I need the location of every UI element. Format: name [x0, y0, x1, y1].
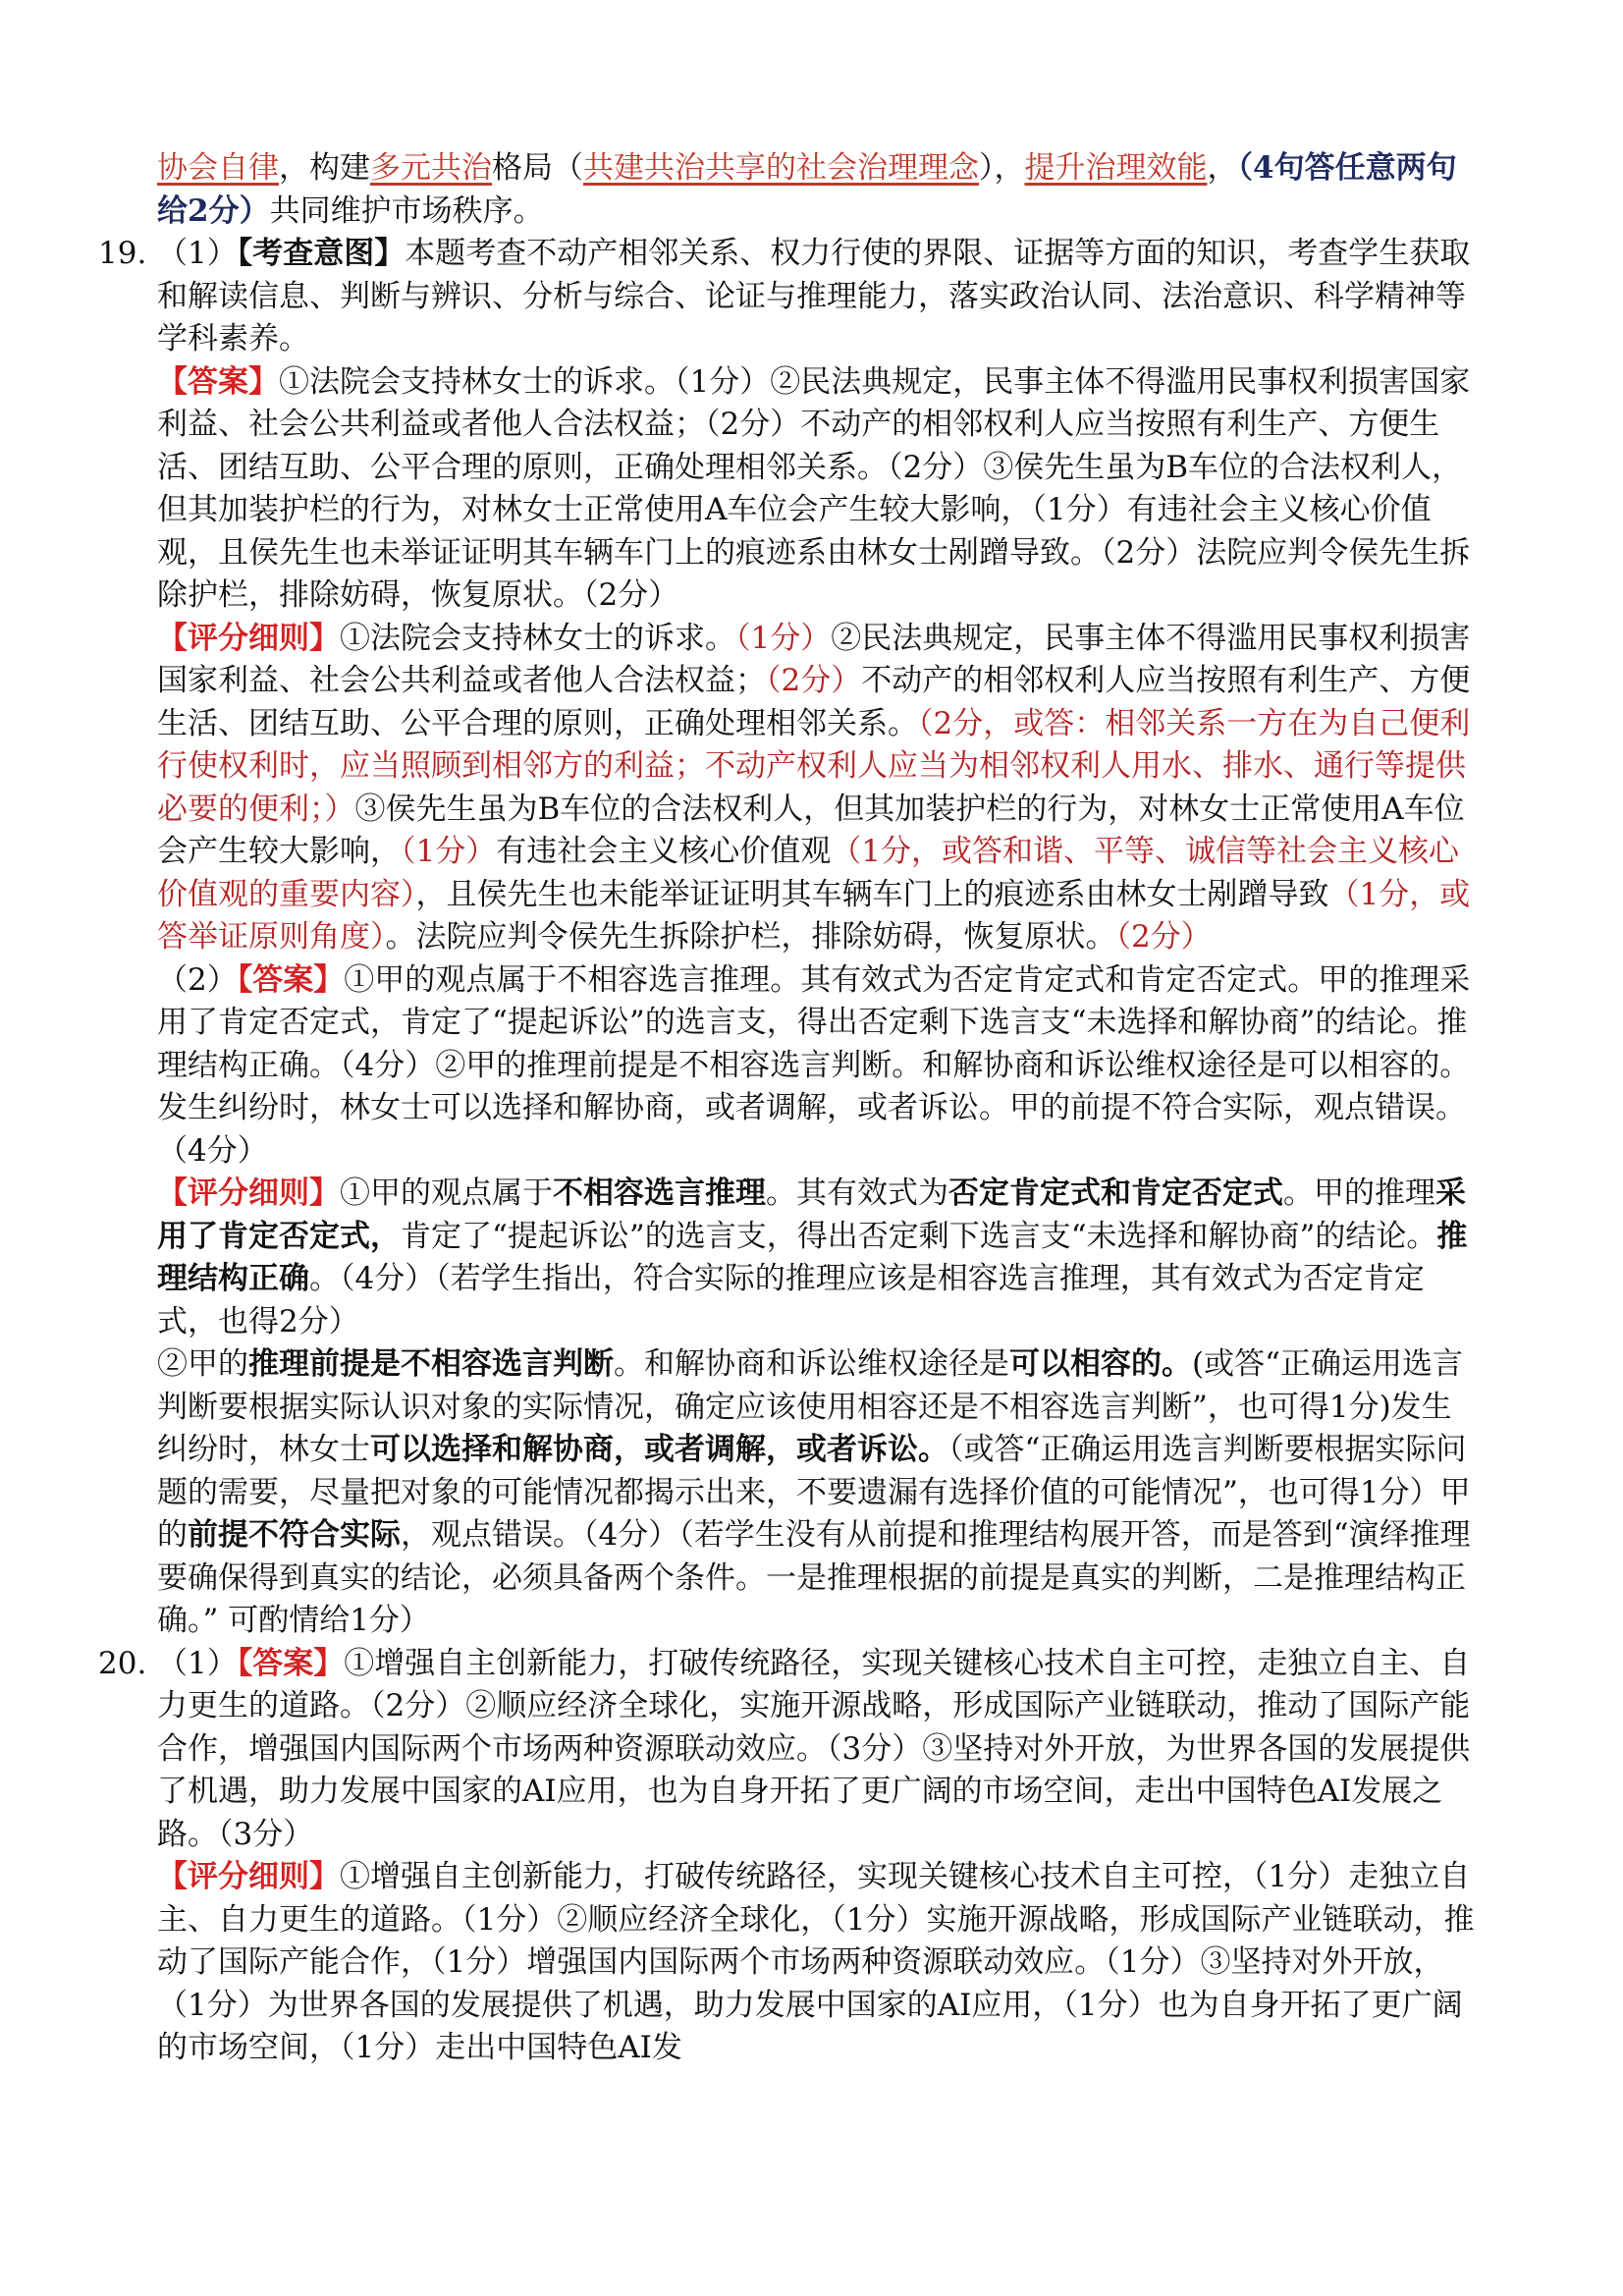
underlined-point-3: 共建共治共享的社会治理理念	[583, 150, 979, 186]
answer-tag: 【答案】	[157, 363, 279, 400]
intent-text: 本题考查不动产相邻关系、权力行使的界限、证据等方面的知识，考查学生获取和解读信息、判断与辨识、分析与综合、论证与推理能力，落实政治认同、法治意识、科学精神等学科素养。	[157, 236, 1471, 356]
underlined-point-2: 多元共治	[370, 150, 492, 186]
rubric-segment: ①甲的观点属于	[340, 1175, 553, 1211]
rubric-segment: ②甲的	[157, 1346, 248, 1382]
answer-text: ①法院会支持林女士的诉求。（1分）②民法典规定，民事主体不得滥用民事权利损害国家利益、社会公共利益或者他人合法权益；（2分）不动产的相邻权利人应当按照有利生产、方便生活、团结互助、公平合理的原则，正确处理相邻关系。（2分）③侯先生虽为B车位的合法权利人，但其加装护栏的行为，对林女士正常使用A车位会产生较大影响，（1分）有违社会主义核心价值观，且侯先生也未举证证明其车辆车门上的痕迹系由林女士剐蹭导致。（2分）法院应判令侯先生拆除护栏，排除妨碍，恢复原状。（2分）	[157, 363, 1471, 613]
rubric-score: （1分）	[735, 620, 832, 656]
q20-answer	[157, 1643, 1476, 1857]
rubric-score: （1分，或答和谐、平等、诚信等社会主义核心价值观的重要内容）	[157, 834, 1459, 912]
rubric-keypoint: 推理前提是不相容选言判断	[248, 1346, 614, 1382]
answer-tag: 【答案】	[237, 1645, 345, 1681]
question-20	[98, 1643, 1476, 2070]
rubric-segment: ②民法典规定，民事主体不得滥用民事权利损害国家利益、社会公共利益或者他人合法权益；	[157, 620, 1471, 698]
continuation-paragraph	[157, 147, 1476, 233]
rubric-tag: 【评分细则】	[157, 1175, 340, 1211]
q19-answer	[157, 361, 1476, 618]
rubric-segment: （或答“正确运用选言判断要根据实际问题的需要，尽量把对象的可能情况都揭示出来，不要遗漏有选择价值的可能情况”，也可得1分）甲的	[157, 1432, 1471, 1553]
rubric-segment: (或答“正确运用选言判断要根据实际认识对象的实际情况，确定应该使用相容还是不相容选言判断”，也可得1分)发生纠纷时，林女士	[157, 1346, 1463, 1467]
rubric-segment: ，且侯先生也未能举证证明其车辆车门上的痕迹系由林女士剐蹭导致	[415, 876, 1329, 912]
rubric-score: （2分）	[766, 663, 862, 698]
rubric-segment: 。和解协商和诉讼维权途径是	[614, 1346, 1009, 1382]
q19-intent	[157, 233, 1476, 361]
text-segment: ，构建	[279, 150, 370, 186]
part-label: （1）	[157, 1645, 238, 1681]
question-number: 20.	[98, 1645, 147, 1681]
rubric-segment: ③侯先生虽为B车位的合法权利人，但其加装护栏的行为，对林女士正常使用A车位会产生较大影响，	[157, 791, 1465, 869]
rubric-segment: ，观点错误。（4分）（若学生没有从前提和推理结构展开答，而是答到“演绎推理要确保得到真实的结论，必须具备两个条件。一是推理根据的前提是真实的判断，二是推理结构正确。” 可酌情给1分）	[157, 1517, 1471, 1638]
rubric-segment: 。（4分）（若学生指出，符合实际的推理应该是相容选言推理，其有效式为否定肯定式，也得2分）	[157, 1261, 1425, 1339]
question-19	[98, 233, 1476, 1643]
rubric-score: （2分）	[1115, 919, 1212, 955]
rubric-segment: 。其有效式为	[766, 1175, 948, 1211]
answer-text: ①甲的观点属于不相容选言推理。其有效式为否定肯定式和肯定否定式。甲的推理采用了肯定否定式，肯定了“提起诉讼”的选言支，得出否定剩下选言支“未选择和解协商”的结论。推理结构正确。（4分）②甲的推理前提是不相容选言判断。和解协商和诉讼维权途径是可以相容的。发生纠纷时，林女士可以选择和解协商，或者调解，或者诉讼。甲的前提不符合实际，观点错误。（4分）	[157, 961, 1471, 1169]
rubric-keypoint: 采用了肯定否定式，	[157, 1175, 1466, 1254]
q19-part2-answer	[157, 959, 1476, 1174]
underlined-point-1: 协会自律	[157, 150, 279, 186]
text-segment: 共同维护市场秩序。	[269, 192, 544, 229]
q19-rubric	[157, 618, 1476, 959]
rubric-keypoint: 可以选择和解协商，或者调解，或者诉讼。	[370, 1432, 948, 1467]
rubric-score: （1分，或答举证原则角度）	[157, 876, 1471, 955]
rubric-keypoint: 前提不符合实际	[188, 1517, 401, 1553]
rubric-segment: 有违社会主义核心价值观	[496, 834, 832, 869]
rubric-keypoint: 可以相容的。	[1009, 1346, 1192, 1382]
scoring-note: （4句答任意两句给2分）	[157, 150, 1457, 229]
q19-part2-rubric-b	[157, 1343, 1476, 1643]
rubric-tag: 【评分细则】	[157, 1859, 340, 1894]
rubric-text: ①增强自主创新能力，打破传统路径，实现关键核心技术自主可控，（1分）走独立自主、自力更生的道路。（1分）②顺应经济全球化，（1分）实施开源战略，形成国际产业链联动，推动了国际产能合作，（1分）增强国内国际两个市场两种资源联动效应。（1分）③坚持对外开放，（1分）为世界各国的发展提供了机遇，助力发展中国家的AI应用，（1分）也为自身开拓了更广阔的市场空间，（1分）走出中国特色AI发	[157, 1859, 1475, 2065]
rubric-segment: 。法院应判令侯先生拆除护栏，排除妨碍，恢复原状。	[385, 919, 1116, 955]
part-label: （1）	[157, 236, 238, 271]
rubric-keypoint: 推理结构正确	[157, 1218, 1468, 1296]
rubric-score: （1分）	[401, 834, 497, 869]
intent-tag: 【考查意图】	[237, 236, 406, 271]
part-label: （2）	[157, 961, 238, 998]
text-segment: ，	[1207, 150, 1238, 186]
rubric-segment: 不动产的相邻权利人应当按照有利生产、方便生活、团结互助、公平合理的原则，正确处理相邻关系。	[157, 663, 1471, 741]
q20-rubric	[157, 1856, 1476, 2070]
question-number: 19.	[98, 236, 147, 271]
rubric-segment: 。甲的推理	[1283, 1175, 1435, 1211]
text-segment: 格局（	[492, 150, 583, 186]
answer-tag: 【答案】	[237, 961, 345, 998]
rubric-keypoint: 不相容选言推理	[553, 1175, 766, 1211]
q19-part2-rubric-a	[157, 1173, 1476, 1343]
rubric-keypoint: 否定肯定式和肯定否定式	[948, 1175, 1283, 1211]
rubric-tag: 【评分细则】	[157, 620, 340, 656]
rubric-score: （2分，或答：相邻关系一方在为自己便利行使权利时，应当照顾到相邻方的利益；不动产权利人应当为相邻权利人用水、排水、通行等提供必要的便利；）	[157, 705, 1471, 827]
underlined-point-4: 提升治理效能	[1024, 150, 1208, 186]
answer-text: ①增强自主创新能力，打破传统路径，实现关键核心技术自主可控，走独立自主、自力更生的道路。（2分）②顺应经济全球化，实施开源战略，形成国际产业链联动，推动了国际产能合作，增强国内国际两个市场两种资源联动效应。（3分）③坚持对外开放，为世界各国的发展提供了机遇，助力发展中国家的AI应用，也为自身开拓了更广阔的市场空间，走出中国特色AI发展之路。（3分）	[157, 1645, 1471, 1852]
text-segment: ），	[979, 150, 1025, 186]
rubric-segment: 肯定了“提起诉讼”的选言支，得出否定剩下选言支“未选择和解协商”的结论。	[401, 1218, 1437, 1254]
rubric-segment: ①法院会支持林女士的诉求。	[340, 620, 735, 656]
